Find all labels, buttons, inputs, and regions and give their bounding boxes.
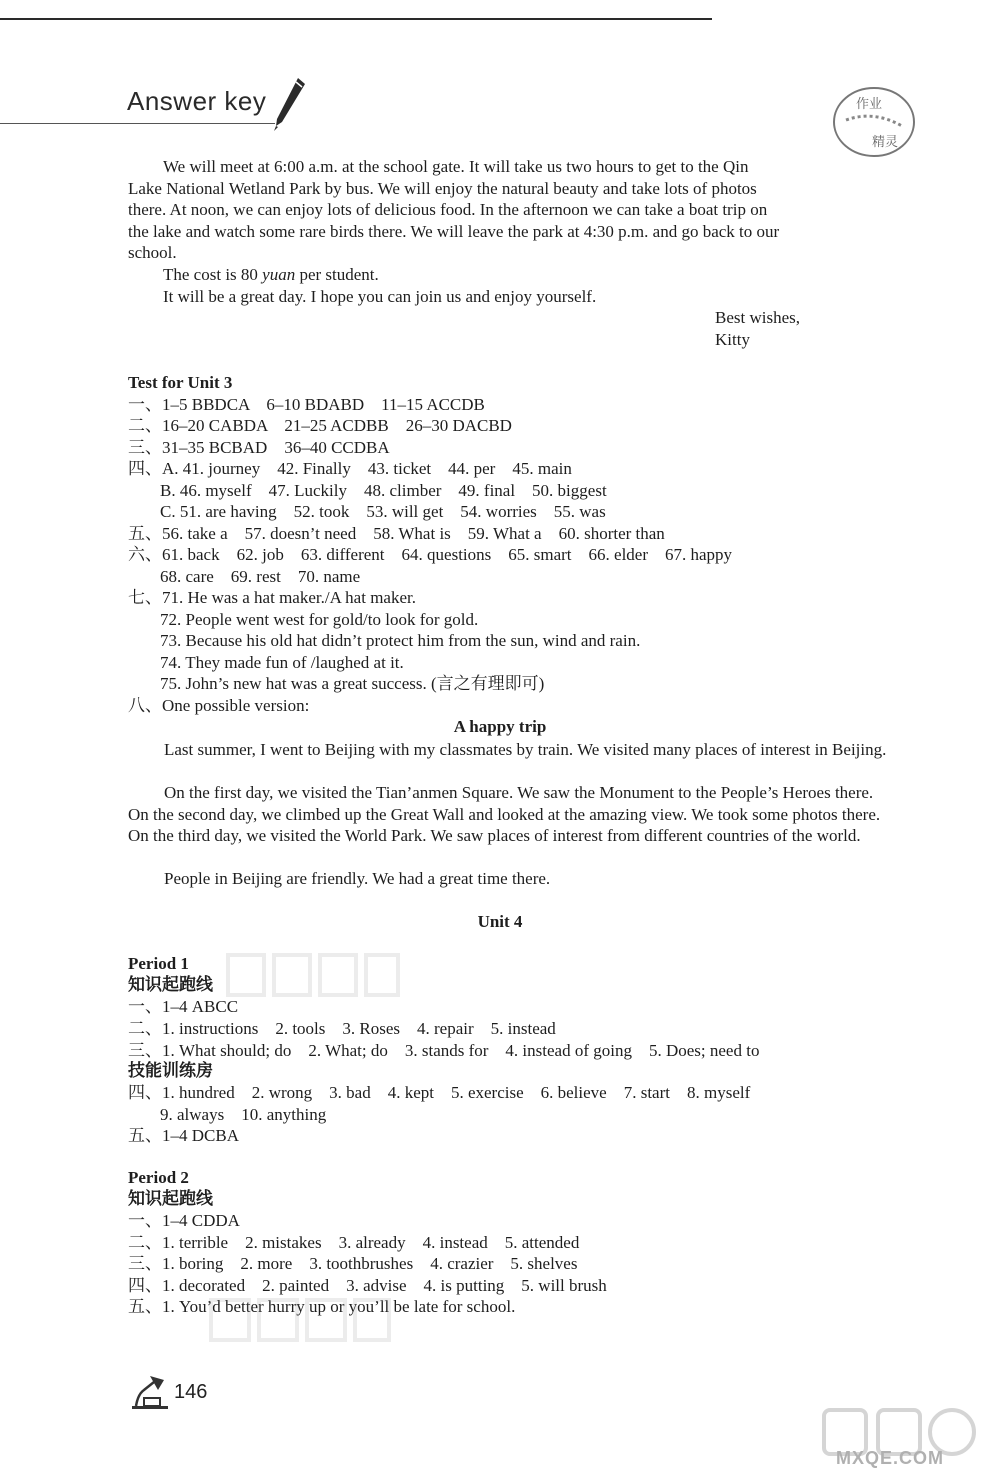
- page-header-title: Answer key: [127, 86, 267, 116]
- answer-line: 68. care 69. rest 70. name: [160, 567, 361, 586]
- answer-line: 三、1. What should; do 2. What; do 3. stands for 4. instead of going 5. Does; need to: [128, 1041, 760, 1060]
- subsection-heading: 知识起跑线: [128, 1189, 213, 1209]
- unit-heading: Unit 4: [477, 912, 523, 931]
- letter-line: We will meet at 6:00 a.m. at the school gate. It will take us two hours to get to the Qin: [163, 157, 749, 176]
- brand-stamp-icon: [826, 80, 922, 164]
- answer-line: 二、16–20 CABDA 21–25 ACDBB 26–30 DACBD: [128, 416, 512, 435]
- letter-line: Lake National Wetland Park by bus. We will enjoy the natural beauty and take lots of photos: [128, 179, 757, 198]
- essay-paragraph: Last summer, I went to Beijing with my classmates by train. We visited many places of interest in Beijing.: [164, 740, 887, 759]
- answer-line: 一、1–4 CDDA: [128, 1211, 240, 1230]
- watermark-url: MXQE.COM: [836, 1448, 945, 1468]
- essay-paragraph: People in Beijing are friendly. We had a great time there.: [164, 869, 551, 888]
- answer-line: 五、1. You’d better hurry up or you’ll be late for school.: [128, 1297, 516, 1316]
- period-heading: Period 1: [128, 954, 189, 973]
- letter-cost: The cost is 80 yuan per student.: [163, 265, 379, 284]
- letter-line: school.: [128, 243, 177, 262]
- subsection-heading: 技能训练房: [128, 1061, 213, 1081]
- answer-line: 74. They made fun of /laughed at it.: [160, 653, 404, 672]
- answer-line: 9. always 10. anything: [160, 1105, 327, 1124]
- answer-line: 四、A. 41. journey 42. Finally 43. ticket 44. per 45. main: [128, 459, 572, 478]
- answer-line: 七、71. He was a hat maker./A hat maker.: [128, 588, 416, 607]
- watermark-mark: [222, 945, 402, 1005]
- answer-line: 75. John’s new hat was a great success. (言之有理即可): [160, 674, 545, 693]
- watermark-mark: [205, 1290, 395, 1350]
- letter-sign-off: Best wishes,: [715, 308, 800, 327]
- page-number: 146: [174, 1381, 208, 1403]
- section-heading-test-unit3: Test for Unit 3: [128, 373, 233, 392]
- stamp-top-text: 作业: [856, 97, 883, 112]
- answer-line: 三、1. boring 2. more 3. toothbrushes 4. crazier 5. shelves: [128, 1254, 578, 1273]
- letter-closing: It will be a great day. I hope you can join us and enjoy yourself.: [163, 287, 597, 306]
- answer-line: B. 46. myself 47. Luckily 48. climber 49. final 50. biggest: [160, 481, 607, 500]
- answer-line: 二、1. terrible 2. mistakes 3. already 4. instead 5. attended: [128, 1233, 580, 1252]
- answer-line: 一、1–5 BBDCA 6–10 BDABD 11–15 ACCDB: [128, 395, 485, 414]
- top-rule: [0, 18, 712, 20]
- answer-line: 八、One possible version:: [128, 696, 310, 715]
- answer-line: 72. People went west for gold/to look for gold.: [160, 610, 479, 629]
- answer-line: 六、61. back 62. job 63. different 64. questions 65. smart 66. elder 67. happy: [128, 545, 733, 564]
- header-rule: [0, 123, 275, 124]
- answer-line: 四、1. hundred 2. wrong 3. bad 4. kept 5. exercise 6. believe 7. start 8. myself: [128, 1083, 751, 1102]
- letter-line: the lake and watch some rare birds there. We will leave the park at 4:30 p.m. and go back to our: [128, 222, 780, 241]
- letter-signature: Kitty: [715, 330, 750, 349]
- answer-line: C. 51. are having 52. took 53. will get 54. worries 55. was: [160, 502, 606, 521]
- answer-line: 四、1. decorated 2. painted 3. advise 4. is putting 5. will brush: [128, 1276, 607, 1295]
- answer-line: 二、1. instructions 2. tools 3. Roses 4. repair 5. instead: [128, 1019, 556, 1038]
- reading-lamp-icon: [128, 1372, 172, 1410]
- answer-line: 三、31–35 BCBAD 36–40 CCDBA: [128, 438, 390, 457]
- subsection-heading: 知识起跑线: [128, 975, 213, 995]
- answer-line: 一、1–4 ABCC: [128, 997, 239, 1016]
- answer-line: 五、56. take a 57. doesn’t need 58. What is 59. What a 60. shorter than: [128, 524, 665, 543]
- letter-line: there. At noon, we can enjoy lots of delicious food. In the afternoon we can take a boat trip on: [128, 200, 768, 219]
- period-heading: Period 2: [128, 1168, 189, 1187]
- essay-title: A happy trip: [453, 717, 547, 736]
- stamp-bottom-text: 精灵: [872, 135, 899, 150]
- answer-line: 73. Because his old hat didn’t protect him from the sun, wind and rain.: [160, 631, 641, 650]
- answer-line: 五、1–4 DCBA: [128, 1126, 239, 1145]
- essay-paragraph: On the first day, we visited the Tian’anmen Square. We saw the Monument to the People’s Heroes there. On the second day, we climbed up the Great Wall and looked at the amazing view. We took some photos there. On the third day, we visited the World Park. We saw places of interest from different countries of the world.: [128, 783, 881, 845]
